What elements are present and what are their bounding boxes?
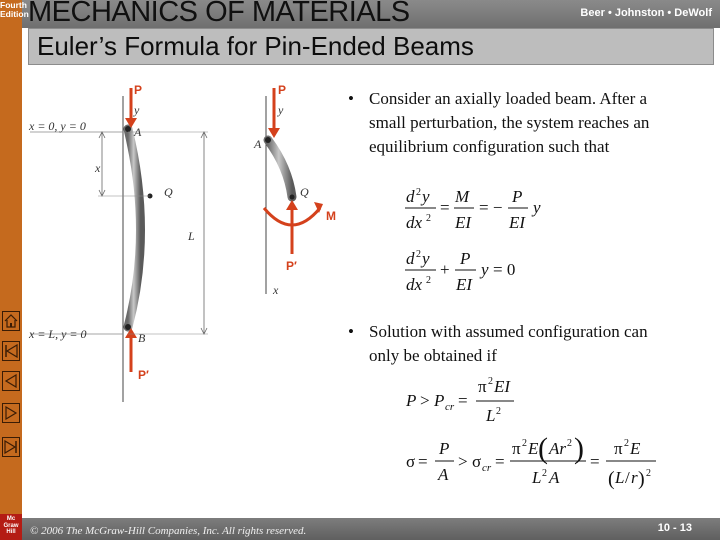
svg-text:π: π — [478, 377, 487, 396]
svg-text:dx: dx — [406, 213, 423, 232]
last-slide-icon — [4, 440, 18, 454]
equation-moment-curvature — [402, 184, 562, 236]
svg-text:r: r — [631, 468, 638, 487]
svg-text:=: = — [495, 452, 505, 471]
right-pin-a — [265, 137, 271, 143]
right-point-q-label: Q — [300, 185, 309, 199]
right-point-a-label: A — [254, 137, 262, 151]
svg-text:): ) — [574, 432, 584, 465]
svg-text:L: L — [486, 406, 496, 425]
pin-a — [125, 126, 131, 132]
svg-text:A: A — [438, 465, 449, 484]
svg-text:2: 2 — [624, 438, 629, 449]
svg-text:): ) — [638, 468, 645, 490]
svg-text:P: P — [460, 249, 471, 268]
dim-length-label: L — [188, 229, 195, 243]
svg-text:P: P — [434, 391, 445, 410]
course-title: MECHANICS OF MATERIALS — [28, 0, 410, 28]
bullet-2-text: Solution with assumed configuration can only be obtained if — [369, 322, 648, 365]
right-x-label: x — [273, 283, 279, 297]
svg-text:cr: cr — [445, 401, 455, 413]
right-point-q — [290, 195, 295, 200]
svg-text:σ: σ — [406, 452, 416, 471]
first-slide-icon — [4, 344, 18, 358]
sidebar — [0, 0, 29, 540]
svg-text:2: 2 — [416, 187, 421, 198]
svg-text:2: 2 — [416, 249, 421, 260]
svg-text:dx: dx — [406, 275, 423, 294]
svg-text:E: E — [630, 439, 641, 458]
svg-text:E: E — [528, 439, 539, 458]
logo-line-1: Mc — [6, 516, 16, 522]
svg-text:2: 2 — [426, 275, 431, 286]
copyright: © 2006 The McGraw-Hill Companies, Inc. All rights reserved. — [30, 525, 307, 537]
svg-text:π: π — [614, 439, 623, 458]
equation-differential — [402, 246, 562, 298]
edition-line-2: Edition — [0, 9, 29, 19]
left-load-p-prime-label: P′ — [138, 368, 149, 382]
svg-text:2: 2 — [542, 468, 547, 479]
svg-text:d: d — [406, 249, 415, 268]
svg-text:π: π — [512, 439, 521, 458]
right-load-p-prime-label: P′ — [286, 259, 297, 273]
left-y-label: y — [134, 103, 140, 117]
svg-text:/: / — [625, 468, 630, 487]
right-beam-segment — [268, 140, 292, 197]
beam-diagram — [28, 72, 348, 402]
moment-label: M — [326, 209, 336, 223]
svg-text:Ar: Ar — [549, 439, 566, 458]
svg-text:y: y — [533, 198, 541, 217]
svg-text:2: 2 — [567, 438, 572, 449]
point-q-label: Q — [164, 185, 173, 199]
right-y-label: y — [278, 103, 284, 117]
svg-text:>: > — [458, 452, 468, 471]
svg-text:d: d — [406, 187, 415, 206]
svg-text:A: A — [549, 468, 560, 487]
svg-text:EI: EI — [494, 377, 511, 396]
bullet-dot: • — [348, 322, 354, 341]
point-a-label: A — [134, 125, 142, 139]
svg-text:=: = — [418, 452, 428, 471]
authors: Beer • Johnston • DeWolf — [580, 7, 712, 19]
svg-text:=: = — [440, 198, 450, 217]
svg-text:L: L — [532, 468, 542, 487]
right-load-bottom-arrowhead — [286, 200, 298, 210]
svg-text:cr: cr — [482, 462, 492, 474]
logo-line-2: Graw — [3, 522, 19, 529]
first-slide-button[interactable] — [2, 341, 20, 361]
svg-text:y: y — [481, 260, 489, 279]
bullet-2 — [348, 320, 678, 368]
edition-line-1: Fourth — [0, 0, 27, 10]
home-icon — [4, 314, 18, 328]
bullet-1 — [348, 87, 678, 159]
svg-text:y: y — [422, 187, 430, 206]
mcgraw-hill-logo — [0, 514, 22, 540]
svg-text:P: P — [512, 187, 523, 206]
svg-text:σ: σ — [472, 452, 482, 471]
equation-critical-load — [404, 372, 534, 426]
edition-label — [0, 0, 29, 19]
bullet-dot: • — [348, 89, 354, 108]
svg-text:= 0: = 0 — [493, 260, 516, 279]
left-load-p-label: P — [134, 83, 143, 97]
svg-text:=: = — [458, 391, 468, 410]
svg-text:EI: EI — [456, 275, 473, 294]
last-slide-button[interactable] — [2, 437, 20, 457]
equation-critical-stress — [404, 428, 664, 492]
svg-text:y: y — [422, 249, 430, 268]
slide-title: Euler’s Formula for Pin-Ended Beams — [37, 31, 474, 61]
slide-title-box — [28, 28, 714, 65]
end-a-condition: x = 0, y = 0 — [29, 119, 86, 133]
dim-x-label: x — [95, 161, 101, 175]
next-slide-button[interactable] — [2, 403, 20, 423]
svg-text:(: ( — [608, 468, 615, 490]
svg-text:M: M — [455, 187, 470, 206]
svg-text:P: P — [406, 391, 417, 410]
logo-line-3: Hill — [6, 529, 16, 535]
svg-text:2: 2 — [646, 468, 651, 479]
pin-b — [125, 324, 131, 330]
svg-text:P: P — [439, 439, 450, 458]
previous-slide-icon — [4, 374, 18, 388]
left-beam-figure — [28, 83, 208, 402]
svg-text:= −: = − — [479, 198, 503, 217]
end-b-condition: x = L, y = 0 — [29, 327, 87, 341]
svg-text:EI: EI — [455, 213, 472, 232]
svg-text:2: 2 — [488, 376, 493, 387]
svg-text:2: 2 — [522, 438, 527, 449]
left-beam — [128, 129, 141, 327]
svg-text:>: > — [420, 391, 430, 410]
svg-text:L: L — [615, 468, 625, 487]
point-b-label: B — [138, 331, 146, 345]
previous-slide-button[interactable] — [2, 371, 20, 391]
page-number: 10 - 13 — [657, 522, 692, 534]
svg-text:=: = — [590, 452, 600, 471]
right-free-body-figure — [253, 83, 336, 297]
svg-text:+: + — [440, 260, 450, 279]
svg-text:(: ( — [538, 432, 548, 465]
next-slide-icon — [4, 406, 18, 420]
svg-text:2: 2 — [496, 406, 501, 417]
bullet-1-text: Consider an axially loaded beam. After a small perturbation, the system reaches an equilibrium configuration such that — [369, 89, 650, 156]
svg-text:EI: EI — [509, 213, 526, 232]
svg-text:2: 2 — [426, 213, 431, 224]
home-button[interactable] — [2, 311, 20, 331]
right-load-p-label: P — [278, 83, 287, 97]
